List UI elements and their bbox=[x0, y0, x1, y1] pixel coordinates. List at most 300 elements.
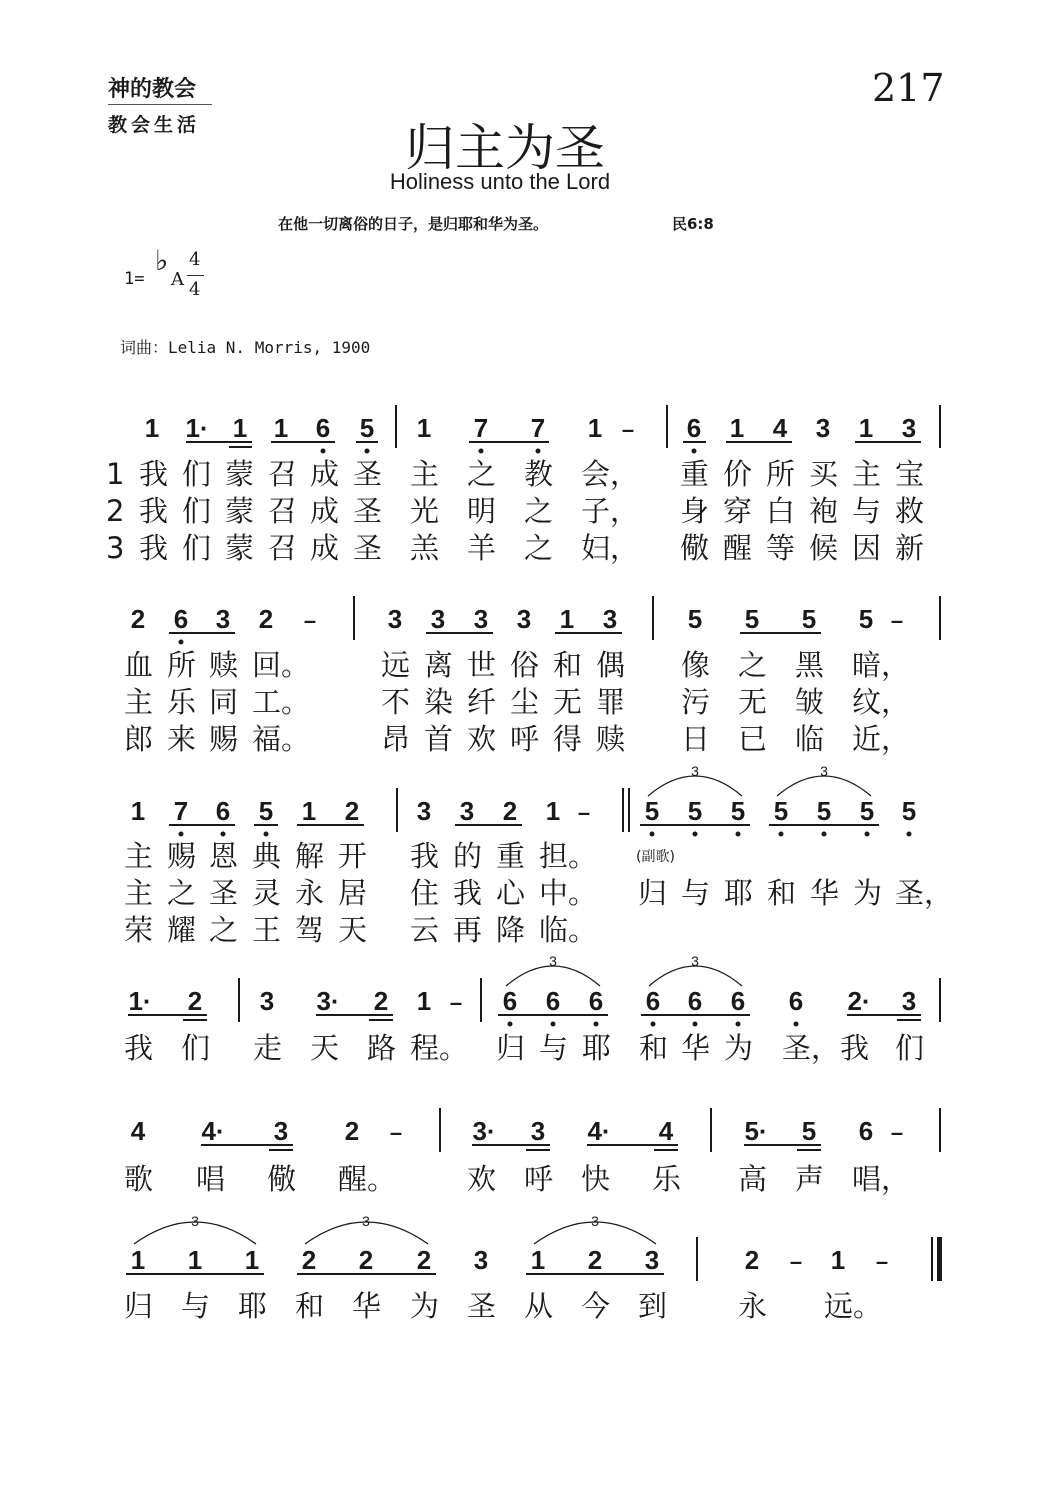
svg-text:居: 居 bbox=[338, 876, 368, 910]
svg-text:像: 像 bbox=[681, 648, 711, 682]
category-main: 神的教会 bbox=[108, 76, 197, 102]
svg-text:会，: 会， bbox=[581, 457, 640, 491]
note: 5 bbox=[801, 1116, 817, 1146]
dash: – bbox=[875, 1249, 889, 1274]
note: 3 bbox=[602, 604, 618, 634]
note: 7 bbox=[473, 413, 489, 443]
svg-text:蒙: 蒙 bbox=[225, 457, 255, 491]
note: 6 bbox=[730, 986, 746, 1016]
note: 3 bbox=[416, 796, 432, 826]
lyrics bbox=[124, 1031, 924, 1065]
note: 6 bbox=[788, 986, 804, 1016]
svg-text:离: 离 bbox=[424, 648, 454, 682]
note: 3 bbox=[473, 604, 489, 634]
octave-dots bbox=[321, 449, 697, 454]
svg-text:1: 1 bbox=[106, 457, 125, 491]
svg-text:之: 之 bbox=[209, 913, 239, 947]
octave-dot bbox=[179, 640, 184, 645]
note: 3 bbox=[901, 986, 917, 1016]
svg-text:3: 3 bbox=[591, 1213, 599, 1229]
note: 2 bbox=[130, 604, 146, 634]
svg-text:蒙: 蒙 bbox=[225, 531, 255, 565]
note: 2 bbox=[587, 1245, 603, 1275]
note: 1 bbox=[858, 413, 874, 443]
svg-text:醒。: 醒。 bbox=[338, 1162, 397, 1196]
svg-text:我: 我 bbox=[453, 876, 483, 910]
svg-text:唱: 唱 bbox=[196, 1162, 226, 1196]
svg-text:救: 救 bbox=[895, 494, 925, 528]
svg-text:典: 典 bbox=[252, 839, 282, 873]
lyrics-verse-2 bbox=[124, 876, 953, 910]
lyrics-verse-1 bbox=[124, 839, 675, 873]
note: 3 bbox=[901, 413, 917, 443]
octave-dots bbox=[508, 1022, 799, 1027]
note: 2 bbox=[358, 1245, 374, 1275]
note: 1 bbox=[244, 1245, 260, 1275]
svg-text:白: 白 bbox=[766, 494, 796, 528]
svg-text:醒: 醒 bbox=[723, 531, 753, 565]
note: 1· bbox=[185, 413, 209, 443]
note: 3 bbox=[644, 1245, 660, 1275]
lyrics-verse-1 bbox=[124, 648, 910, 682]
svg-text:临: 临 bbox=[795, 722, 825, 756]
svg-text:重: 重 bbox=[680, 457, 710, 491]
underlines bbox=[201, 1145, 821, 1150]
triplet-marks bbox=[134, 1213, 656, 1244]
svg-text:纹，: 纹， bbox=[852, 685, 911, 719]
svg-text:呼: 呼 bbox=[524, 1162, 554, 1196]
svg-text:赎: 赎 bbox=[209, 648, 239, 682]
dash: – bbox=[621, 417, 635, 442]
dash: – bbox=[890, 608, 904, 633]
note: 6 bbox=[215, 796, 231, 826]
note: 3 bbox=[259, 986, 275, 1016]
note: 2 bbox=[373, 986, 389, 1016]
svg-text:呼: 呼 bbox=[510, 722, 540, 756]
svg-text:世: 世 bbox=[467, 648, 497, 682]
note: 1 bbox=[729, 413, 745, 443]
svg-text:无: 无 bbox=[738, 685, 768, 719]
note: 3 bbox=[473, 1245, 489, 1275]
svg-text:心: 心 bbox=[496, 876, 526, 910]
svg-text:皱: 皱 bbox=[795, 685, 825, 719]
svg-text:3: 3 bbox=[691, 953, 699, 969]
svg-text:子，: 子， bbox=[581, 494, 640, 528]
svg-text:与: 与 bbox=[181, 1289, 211, 1323]
note: 5 bbox=[359, 413, 375, 443]
svg-text:宝: 宝 bbox=[895, 457, 925, 491]
svg-text:主: 主 bbox=[410, 457, 440, 491]
note: 2· bbox=[847, 986, 871, 1016]
svg-text:灵: 灵 bbox=[252, 876, 282, 910]
note: 2 bbox=[258, 604, 274, 634]
note: 2 bbox=[502, 796, 518, 826]
svg-text:来: 来 bbox=[167, 722, 197, 756]
svg-text:们: 们 bbox=[182, 457, 212, 491]
svg-text:圣: 圣 bbox=[353, 494, 383, 528]
note: 5 bbox=[801, 604, 817, 634]
note: 3 bbox=[273, 1116, 289, 1146]
svg-text:成: 成 bbox=[310, 494, 340, 528]
svg-text:所: 所 bbox=[766, 457, 796, 491]
svg-text:天: 天 bbox=[310, 1031, 340, 1065]
note: 7 bbox=[530, 413, 546, 443]
svg-text:耀: 耀 bbox=[167, 913, 197, 947]
svg-text:为: 为 bbox=[724, 1031, 754, 1065]
svg-text:中。: 中。 bbox=[539, 876, 598, 910]
svg-text:首: 首 bbox=[424, 722, 454, 756]
svg-text:我: 我 bbox=[139, 457, 169, 491]
credits: 词曲：Lelia N. Morris, 1900 bbox=[120, 338, 371, 357]
svg-text:召: 召 bbox=[268, 457, 298, 491]
note: 1 bbox=[144, 413, 160, 443]
svg-text:3: 3 bbox=[191, 1213, 199, 1229]
note: 6 bbox=[687, 986, 703, 1016]
note: 1 bbox=[416, 986, 432, 1016]
svg-text:之: 之 bbox=[467, 457, 497, 491]
note: 2 bbox=[744, 1245, 760, 1275]
svg-text:我: 我 bbox=[139, 531, 169, 565]
svg-text:郎: 郎 bbox=[124, 722, 154, 756]
svg-text:主: 主 bbox=[124, 839, 154, 873]
svg-text:路: 路 bbox=[367, 1031, 397, 1065]
svg-text:儆: 儆 bbox=[680, 531, 710, 565]
note: 4· bbox=[201, 1116, 225, 1146]
note: 6 bbox=[645, 986, 661, 1016]
svg-text:昂: 昂 bbox=[381, 722, 411, 756]
svg-text:无: 无 bbox=[553, 685, 583, 719]
svg-text:赐: 赐 bbox=[167, 839, 197, 873]
note: 5 bbox=[687, 604, 703, 634]
lyrics-verse-2 bbox=[106, 494, 924, 528]
octave-dots bbox=[179, 832, 912, 837]
note: 1 bbox=[416, 413, 432, 443]
note: 3 bbox=[815, 413, 831, 443]
note: 3 bbox=[387, 604, 403, 634]
svg-text:驾: 驾 bbox=[295, 913, 325, 947]
system-4 bbox=[124, 953, 940, 1065]
note: 4 bbox=[772, 413, 788, 443]
svg-text:归: 归 bbox=[638, 876, 668, 910]
note: 2 bbox=[344, 1116, 360, 1146]
svg-text:华: 华 bbox=[681, 1031, 711, 1065]
note: 2 bbox=[344, 796, 360, 826]
svg-text:程。: 程。 bbox=[410, 1031, 469, 1065]
note: 1 bbox=[530, 1245, 546, 1275]
svg-text:圣: 圣 bbox=[353, 457, 383, 491]
svg-text:荣: 荣 bbox=[124, 913, 154, 947]
svg-text:已: 已 bbox=[738, 722, 768, 756]
svg-text:我: 我 bbox=[410, 839, 440, 873]
svg-text:买: 买 bbox=[809, 457, 839, 491]
lyrics-verse-3 bbox=[106, 531, 924, 565]
note: 5 bbox=[773, 796, 789, 826]
note: 6 bbox=[502, 986, 518, 1016]
svg-text:血: 血 bbox=[124, 648, 154, 682]
svg-text:今: 今 bbox=[581, 1289, 611, 1323]
svg-text:耶: 耶 bbox=[724, 876, 754, 910]
note: 3· bbox=[472, 1116, 496, 1146]
system-5 bbox=[124, 1108, 940, 1196]
triplet-marks bbox=[648, 763, 871, 796]
note: 6 bbox=[858, 1116, 874, 1146]
time-signature-denominator: 4 bbox=[189, 279, 201, 300]
svg-text:主: 主 bbox=[124, 685, 154, 719]
note: 3 bbox=[459, 796, 475, 826]
note: 1 bbox=[545, 796, 561, 826]
system-2 bbox=[124, 596, 940, 756]
svg-text:们: 们 bbox=[181, 1031, 211, 1065]
svg-text:因: 因 bbox=[852, 531, 882, 565]
svg-text:我: 我 bbox=[840, 1031, 870, 1065]
svg-text:黑: 黑 bbox=[795, 648, 825, 682]
svg-text:华: 华 bbox=[810, 876, 840, 910]
lyrics bbox=[124, 1162, 910, 1196]
svg-text:3: 3 bbox=[362, 1213, 370, 1229]
scripture-reference: 民6:8 bbox=[672, 215, 714, 233]
svg-text:和: 和 bbox=[767, 876, 797, 910]
svg-text:羔: 羔 bbox=[410, 531, 440, 565]
note: 5 bbox=[858, 604, 874, 634]
svg-text:降: 降 bbox=[496, 913, 526, 947]
svg-text:圣，: 圣， bbox=[895, 876, 954, 910]
lyrics-verse-3 bbox=[124, 913, 597, 947]
note: 5 bbox=[730, 796, 746, 826]
note: 1 bbox=[130, 796, 146, 826]
time-signature-numerator: 4 bbox=[189, 249, 201, 270]
svg-text:与: 与 bbox=[852, 494, 882, 528]
svg-text:乐: 乐 bbox=[652, 1162, 682, 1196]
note: 6 bbox=[545, 986, 561, 1016]
svg-text:歌: 歌 bbox=[124, 1162, 154, 1196]
svg-text:开: 开 bbox=[338, 839, 368, 873]
svg-text:价: 价 bbox=[723, 457, 753, 491]
svg-text:之: 之 bbox=[524, 494, 554, 528]
svg-text:重: 重 bbox=[496, 839, 526, 873]
svg-text:3: 3 bbox=[549, 953, 557, 969]
svg-text:偶: 偶 bbox=[596, 648, 626, 682]
svg-text:天: 天 bbox=[338, 913, 368, 947]
svg-text:明: 明 bbox=[467, 494, 497, 528]
note: 1 bbox=[187, 1245, 203, 1275]
svg-text:远。: 远。 bbox=[824, 1289, 883, 1323]
svg-text:同: 同 bbox=[209, 685, 239, 719]
svg-text:成: 成 bbox=[310, 531, 340, 565]
note: 7 bbox=[173, 796, 189, 826]
svg-text:云: 云 bbox=[410, 913, 440, 947]
note: 5 bbox=[901, 796, 917, 826]
svg-text:为: 为 bbox=[410, 1289, 440, 1323]
flat-icon: ♭ bbox=[155, 244, 169, 277]
svg-text:儆: 儆 bbox=[267, 1162, 297, 1196]
lyrics-verse-2 bbox=[124, 685, 910, 719]
svg-text:欢: 欢 bbox=[467, 1162, 497, 1196]
svg-text:暗，: 暗， bbox=[852, 648, 911, 682]
svg-text:近，: 近， bbox=[852, 722, 911, 756]
svg-text:3: 3 bbox=[691, 763, 699, 779]
svg-text:和: 和 bbox=[295, 1289, 325, 1323]
note: 6 bbox=[588, 986, 604, 1016]
svg-text:住: 住 bbox=[410, 876, 440, 910]
svg-text:解: 解 bbox=[295, 839, 325, 873]
svg-text:再: 再 bbox=[453, 913, 483, 947]
svg-text:欢: 欢 bbox=[467, 722, 497, 756]
note: 5· bbox=[744, 1116, 768, 1146]
svg-text:染: 染 bbox=[424, 685, 454, 719]
svg-text:赐: 赐 bbox=[209, 722, 239, 756]
svg-text:3: 3 bbox=[820, 763, 828, 779]
svg-text:候: 候 bbox=[809, 531, 839, 565]
svg-text:身: 身 bbox=[680, 494, 710, 528]
note: 5 bbox=[859, 796, 875, 826]
svg-text:穿: 穿 bbox=[723, 494, 753, 528]
svg-text:乐: 乐 bbox=[167, 685, 197, 719]
svg-text:尘: 尘 bbox=[510, 685, 540, 719]
svg-text:之: 之 bbox=[167, 876, 197, 910]
svg-text:主: 主 bbox=[124, 876, 154, 910]
hymn-title: 归主为圣 bbox=[405, 119, 605, 177]
svg-text:福。: 福。 bbox=[252, 722, 311, 756]
svg-text:永: 永 bbox=[295, 876, 325, 910]
note: 1 bbox=[830, 1245, 846, 1275]
svg-text:耶: 耶 bbox=[582, 1031, 612, 1065]
svg-text:圣: 圣 bbox=[209, 876, 239, 910]
note: 3· bbox=[316, 986, 340, 1016]
note: 2 bbox=[301, 1245, 317, 1275]
svg-text:和: 和 bbox=[639, 1031, 669, 1065]
svg-text:远: 远 bbox=[381, 648, 411, 682]
lyrics-verse-3 bbox=[124, 722, 910, 756]
system-3 bbox=[124, 763, 953, 947]
svg-text:主: 主 bbox=[852, 457, 882, 491]
svg-text:羊: 羊 bbox=[467, 531, 497, 565]
svg-text:高: 高 bbox=[738, 1162, 768, 1196]
svg-text:所: 所 bbox=[167, 648, 197, 682]
triplet-marks bbox=[506, 953, 742, 986]
svg-text:临。: 临。 bbox=[539, 913, 598, 947]
svg-text:教: 教 bbox=[524, 457, 554, 491]
svg-text:快: 快 bbox=[581, 1162, 611, 1196]
svg-text:等: 等 bbox=[766, 531, 796, 565]
svg-text:俗: 俗 bbox=[510, 648, 540, 682]
lyrics-verse-1 bbox=[106, 457, 924, 491]
note: 3 bbox=[530, 1116, 546, 1146]
underlines bbox=[186, 442, 921, 447]
dash: – bbox=[577, 800, 591, 825]
svg-text:召: 召 bbox=[268, 494, 298, 528]
svg-text:日: 日 bbox=[681, 722, 711, 756]
dash: – bbox=[303, 608, 317, 633]
svg-text:赎: 赎 bbox=[596, 722, 626, 756]
note: 1 bbox=[130, 1245, 146, 1275]
svg-text:工。: 工。 bbox=[252, 685, 311, 719]
svg-text:耶: 耶 bbox=[238, 1289, 268, 1323]
svg-text:恩: 恩 bbox=[209, 839, 239, 873]
svg-text:与: 与 bbox=[539, 1031, 569, 1065]
svg-text:圣，: 圣， bbox=[782, 1031, 841, 1065]
note: 2 bbox=[187, 986, 203, 1016]
dash: – bbox=[789, 1249, 803, 1274]
svg-text:光: 光 bbox=[410, 494, 440, 528]
note: 5 bbox=[644, 796, 660, 826]
svg-text:得: 得 bbox=[553, 722, 583, 756]
svg-text:之: 之 bbox=[738, 648, 768, 682]
svg-text:蒙: 蒙 bbox=[225, 494, 255, 528]
note: 1 bbox=[232, 413, 248, 443]
system-1 bbox=[106, 405, 940, 565]
note: 6 bbox=[315, 413, 331, 443]
dash: – bbox=[890, 1120, 904, 1145]
note: 1 bbox=[273, 413, 289, 443]
svg-text:为: 为 bbox=[853, 876, 883, 910]
svg-text:到: 到 bbox=[638, 1289, 668, 1323]
svg-text:纤: 纤 bbox=[467, 685, 497, 719]
svg-text:召: 召 bbox=[268, 531, 298, 565]
svg-text:担。: 担。 bbox=[539, 839, 598, 873]
svg-text:妇，: 妇， bbox=[581, 531, 640, 565]
svg-text:声: 声 bbox=[795, 1162, 825, 1196]
svg-text:圣: 圣 bbox=[467, 1289, 497, 1323]
system-6 bbox=[124, 1213, 942, 1323]
note: 5 bbox=[687, 796, 703, 826]
hymn-subtitle: Holiness unto the Lord bbox=[389, 169, 611, 194]
svg-text:与: 与 bbox=[681, 876, 711, 910]
svg-text:新: 新 bbox=[895, 531, 925, 565]
note: 1 bbox=[559, 604, 575, 634]
svg-text:成: 成 bbox=[310, 457, 340, 491]
svg-text:罪: 罪 bbox=[596, 685, 626, 719]
note: 3 bbox=[430, 604, 446, 634]
svg-text:从: 从 bbox=[524, 1289, 554, 1323]
hymn-number: 217 bbox=[872, 66, 945, 110]
svg-text:我: 我 bbox=[124, 1031, 154, 1065]
key-prefix: 1= bbox=[124, 269, 145, 289]
svg-text:不: 不 bbox=[381, 685, 411, 719]
note: 5 bbox=[744, 604, 760, 634]
svg-text:们: 们 bbox=[182, 494, 212, 528]
svg-text:的: 的 bbox=[453, 839, 483, 873]
note: 1 bbox=[301, 796, 317, 826]
svg-text:归: 归 bbox=[124, 1289, 154, 1323]
note: 4· bbox=[587, 1116, 611, 1146]
svg-text:污: 污 bbox=[681, 685, 711, 719]
svg-text:走: 走 bbox=[253, 1031, 283, 1065]
note: 5 bbox=[816, 796, 832, 826]
note: 2 bbox=[416, 1245, 432, 1275]
dash: – bbox=[389, 1120, 403, 1145]
key-letter: A bbox=[171, 269, 184, 290]
svg-text:圣: 圣 bbox=[353, 531, 383, 565]
lyrics bbox=[124, 1289, 882, 1323]
svg-text:永: 永 bbox=[738, 1289, 768, 1323]
svg-text:回。: 回。 bbox=[252, 648, 311, 682]
svg-text:唱，: 唱， bbox=[852, 1162, 911, 1196]
note: 4 bbox=[130, 1116, 146, 1146]
note: 6 bbox=[173, 604, 189, 634]
scripture-verse: 在他一切离俗的日子，是归耶和华为圣。 bbox=[278, 215, 549, 233]
note: 1· bbox=[128, 986, 152, 1016]
svg-text:华: 华 bbox=[352, 1289, 382, 1323]
category-sub: 教会生活 bbox=[108, 114, 201, 136]
svg-text:们: 们 bbox=[895, 1031, 925, 1065]
note: 1 bbox=[587, 413, 603, 443]
dash: – bbox=[449, 990, 463, 1015]
note: 3 bbox=[215, 604, 231, 634]
refrain-label: (副歌) bbox=[636, 849, 675, 865]
svg-text:我: 我 bbox=[139, 494, 169, 528]
note: 5 bbox=[258, 796, 274, 826]
note: 3 bbox=[516, 604, 532, 634]
